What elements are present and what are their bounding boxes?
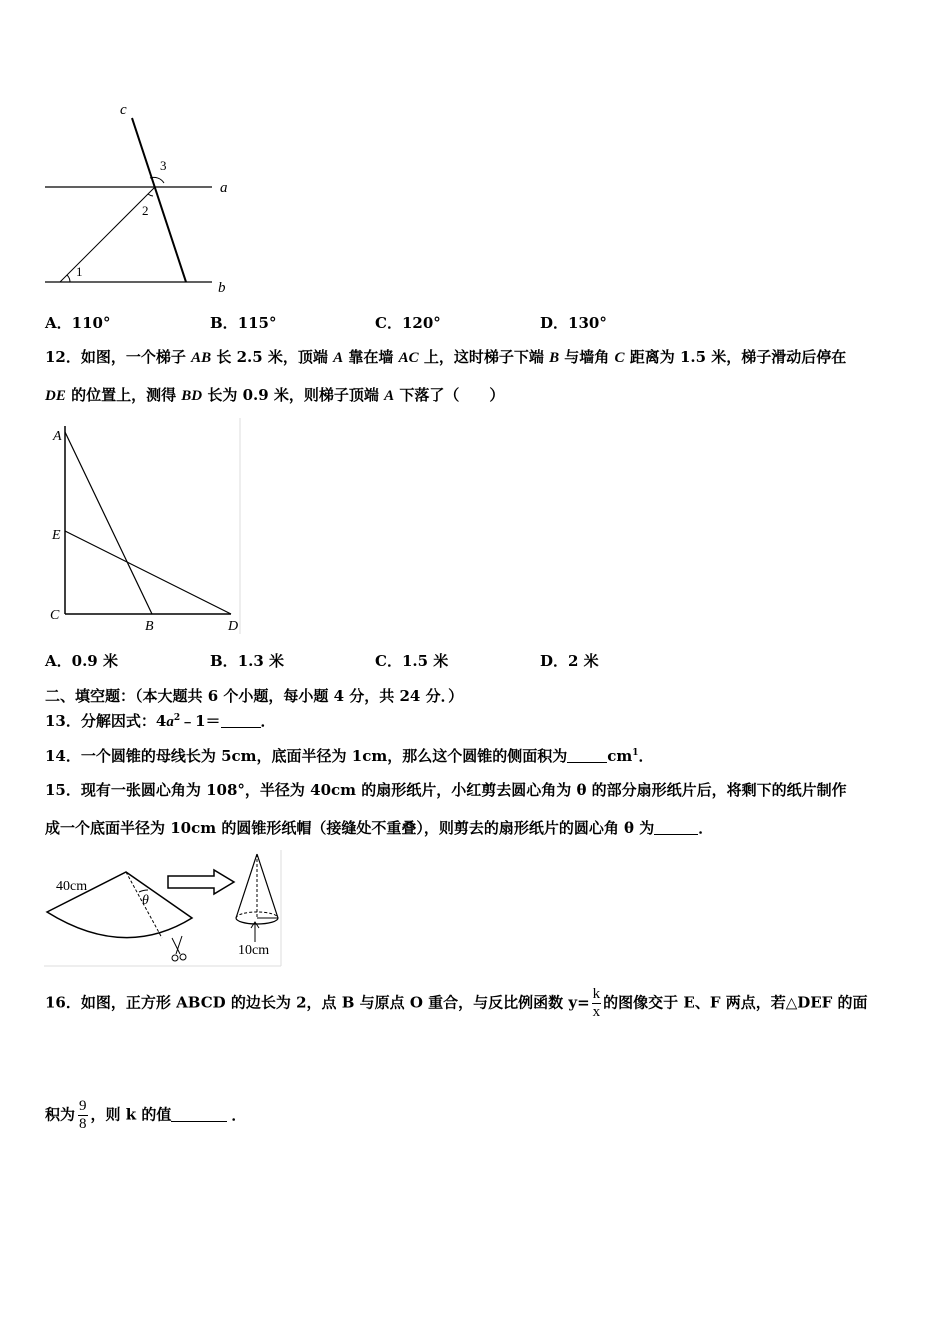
var: C bbox=[614, 350, 625, 366]
q16-line1 bbox=[45, 986, 868, 1021]
answer-blank[interactable] bbox=[171, 1107, 227, 1122]
text: 13．分解因式：4 bbox=[45, 712, 167, 730]
fraction-numerator: k bbox=[592, 986, 601, 1002]
label-B: B bbox=[145, 619, 154, 634]
text: 下落了（ ） bbox=[394, 386, 505, 404]
ladder-ab bbox=[65, 432, 152, 614]
label-E: E bbox=[52, 528, 61, 543]
q11-option-b[interactable] bbox=[210, 312, 277, 333]
option-value: 1.5 米 bbox=[401, 652, 449, 670]
q12-stem-line1 bbox=[45, 346, 846, 367]
diagonal-line bbox=[60, 187, 155, 282]
q11-option-d[interactable] bbox=[540, 312, 607, 333]
text: 12．如图，一个梯子 bbox=[45, 348, 192, 366]
arrow-right-icon bbox=[168, 870, 234, 894]
text: 长为 0.9 米，则梯子顶端 bbox=[202, 386, 385, 404]
label-c: c bbox=[120, 102, 127, 118]
var: A bbox=[384, 388, 395, 404]
option-value: 1.3 米 bbox=[237, 652, 285, 670]
var: A bbox=[333, 350, 344, 366]
base-radius-label: 10cm bbox=[238, 943, 270, 958]
answer-blank[interactable] bbox=[654, 820, 698, 835]
q12-option-d[interactable] bbox=[540, 650, 599, 671]
label-angle-2: 2 bbox=[142, 203, 149, 218]
var: AB bbox=[191, 350, 212, 366]
var: AC bbox=[398, 350, 419, 366]
q11-figure bbox=[40, 98, 240, 300]
q14 bbox=[45, 745, 654, 766]
fraction-numerator: 9 bbox=[79, 1098, 87, 1114]
option-value: 120° bbox=[401, 314, 441, 332]
option-letter: A． bbox=[45, 652, 72, 670]
q15-line2 bbox=[45, 817, 713, 838]
theta-arc bbox=[139, 890, 148, 892]
theta-label: θ bbox=[142, 893, 149, 908]
answer-blank[interactable] bbox=[221, 713, 261, 728]
q15-line1: 15．现有一张圆心角为 108°，半径为 40cm 的扇形纸片，小红剪去圆心角为 θ 的部分扇形纸片后，将剩下的纸片制作 bbox=[45, 781, 847, 799]
q12-figure bbox=[45, 418, 245, 636]
text: 与墙角 bbox=[559, 348, 615, 366]
text: 的图像交于 E、F 两点，若△DEF 的面 bbox=[603, 993, 868, 1012]
superscript: 2 bbox=[173, 713, 181, 723]
fraction-denominator: x bbox=[592, 1004, 601, 1020]
label-D: D bbox=[228, 619, 239, 634]
angle-2-arc bbox=[148, 194, 153, 196]
var: BD bbox=[181, 388, 203, 404]
text: ，则 k 的值 bbox=[90, 1105, 172, 1124]
text: 14．一个圆锥的母线长为 5cm，底面半径为 1cm，那么这个圆锥的侧面积为 bbox=[45, 747, 568, 765]
text: 积为 bbox=[45, 1105, 76, 1124]
option-value: 2 米 bbox=[568, 652, 599, 670]
text: ． bbox=[638, 747, 654, 765]
unit: cm bbox=[607, 747, 633, 765]
label-C: C bbox=[50, 608, 60, 623]
option-letter: B． bbox=[210, 314, 238, 332]
q13 bbox=[45, 710, 276, 731]
cone-shape bbox=[236, 854, 278, 942]
text: ． bbox=[260, 712, 276, 730]
label-b: b bbox=[218, 280, 226, 296]
option-letter: D． bbox=[540, 652, 569, 670]
option-letter: C． bbox=[375, 652, 402, 670]
q12-stem-line2 bbox=[45, 384, 504, 405]
label-angle-3: 3 bbox=[160, 158, 167, 173]
text: 成一个底面半径为 10cm 的圆锥形纸帽（接缝处不重叠），则剪去的扇形纸片的圆心角 θ 为 bbox=[45, 819, 655, 837]
radius-label: 40cm bbox=[56, 879, 88, 894]
q12-option-c[interactable] bbox=[375, 650, 448, 671]
option-letter: A． bbox=[45, 314, 72, 332]
section-heading: 二、填空题：（本大题共 6 个小题，每小题 4 分，共 24 分．） bbox=[45, 687, 464, 705]
option-value: 130° bbox=[568, 314, 607, 332]
option-letter: C． bbox=[375, 314, 402, 332]
angle-1-arc bbox=[67, 275, 70, 282]
text: ． bbox=[231, 1105, 247, 1124]
scissors-icon bbox=[172, 936, 186, 961]
label-angle-1: 1 bbox=[76, 264, 83, 279]
text: 16．如图，正方形 ABCD 的边长为 2，点 B 与原点 O 重合，与反比例函数 y= bbox=[45, 993, 590, 1012]
option-letter: B． bbox=[210, 652, 238, 670]
option-value: 0.9 米 bbox=[71, 652, 118, 670]
text: 靠在墙 bbox=[343, 348, 399, 366]
var: DE bbox=[45, 388, 66, 404]
fraction-denominator: 8 bbox=[79, 1116, 87, 1132]
label-A: A bbox=[53, 429, 62, 444]
ladder-de bbox=[65, 531, 231, 614]
option-value: 110° bbox=[71, 314, 111, 332]
text: 上，这时梯子下端 bbox=[418, 348, 550, 366]
superscript: 1 bbox=[632, 748, 639, 758]
q15-figure bbox=[44, 850, 284, 968]
label-a: a bbox=[220, 180, 228, 196]
fraction-area bbox=[78, 1098, 88, 1133]
option-value: 115° bbox=[237, 314, 277, 332]
option-letter: D． bbox=[540, 314, 569, 332]
text: 长 2.5 米，顶端 bbox=[211, 348, 334, 366]
q12-option-a[interactable] bbox=[45, 650, 118, 671]
line-c bbox=[132, 118, 186, 282]
q16-line2 bbox=[45, 1098, 246, 1133]
var: a bbox=[166, 714, 174, 730]
q11-option-c[interactable] bbox=[375, 312, 441, 333]
text: ﹣1＝ bbox=[180, 712, 221, 730]
answer-blank[interactable] bbox=[567, 748, 607, 763]
text: ． bbox=[698, 819, 714, 837]
text: 的位置上，测得 bbox=[65, 386, 182, 404]
q11-option-a[interactable] bbox=[45, 312, 110, 333]
text: 距离为 1.5 米，梯子滑动后停在 bbox=[624, 348, 847, 366]
fraction-k-over-x bbox=[592, 986, 602, 1021]
var: B bbox=[549, 350, 560, 366]
q12-option-b[interactable] bbox=[210, 650, 284, 671]
